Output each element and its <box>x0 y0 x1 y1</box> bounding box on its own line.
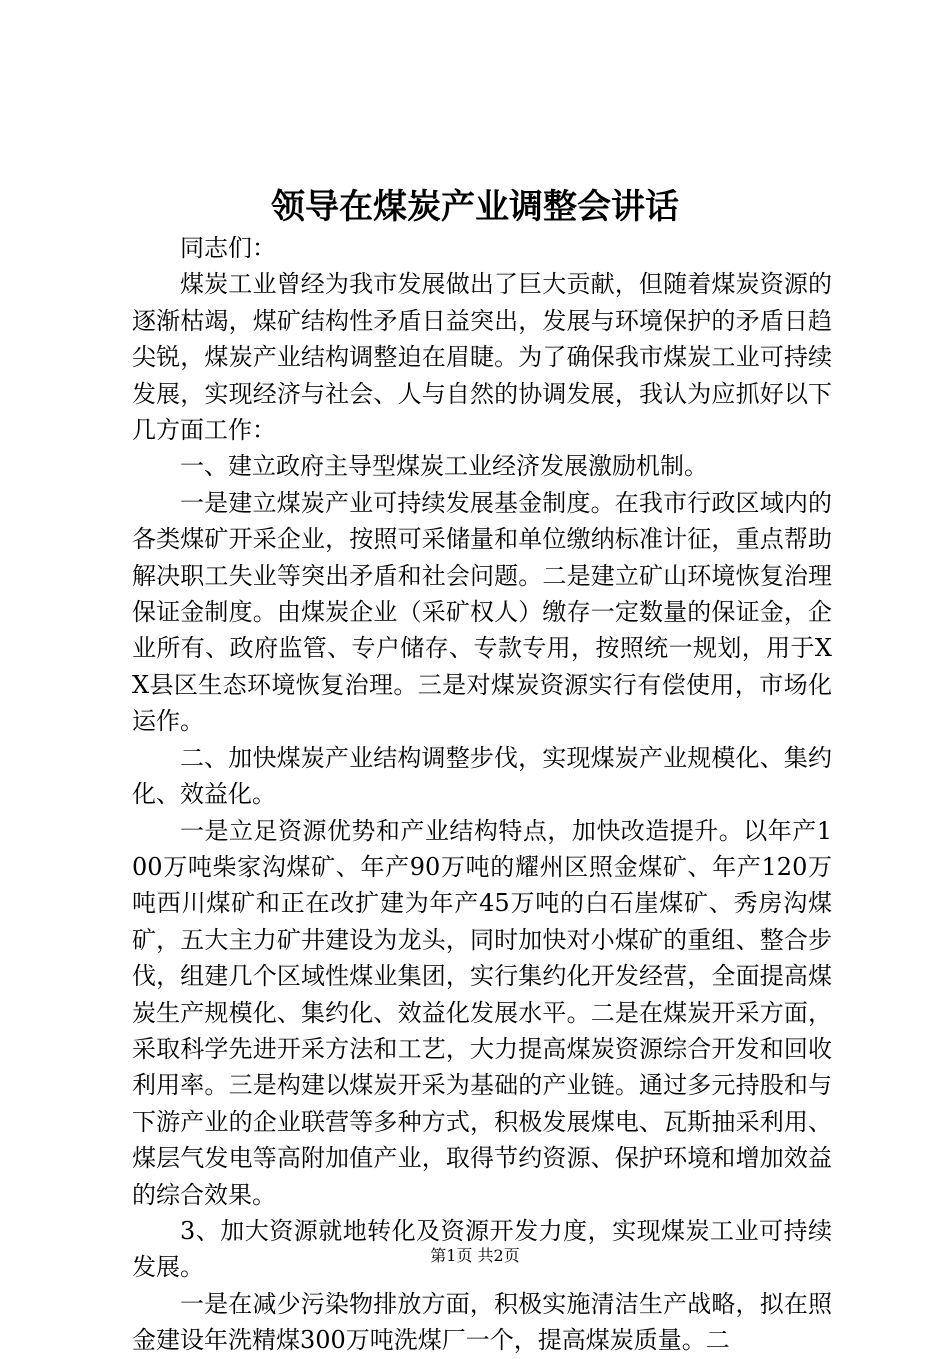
paragraph-section-1: 一是建立煤炭产业可持续发展基金制度。在我市行政区域内的各类煤矿开采企业，按照可采储量和单位缴纳标准计征，重点帮助解决职工失业等突出矛盾和社会问题。二是建立矿山环境恢复治理保证金制度。由煤炭企业（采矿权人）缴存一定数量的保证金，企业所有、政府监管、专户储存、专款专用，按照统一规划，用于XX县区生态环境恢复治理。三是对煤炭资源实行有偿使用，市场化运作。 <box>132 488 832 736</box>
document-title: 领导在煤炭产业调整会讲话 <box>271 187 679 227</box>
section-heading-3: 3、加大资源就地转化及资源开发力度，实现煤炭工业可持续发展。 <box>132 1216 832 1282</box>
section-heading-2: 二、加快煤炭产业结构调整步伐，实现煤炭产业规模化、集约化、效益化。 <box>132 743 832 809</box>
document-body <box>132 230 832 1359</box>
paragraph-section-2: 一是立足资源优势和产业结构特点，加快改造提升。以年产100万吨柴家沟煤矿、年产90万吨的耀州区照金煤矿、年产120万吨西川煤矿和正在改扩建为年产45万吨的白石崖煤矿、秀房沟煤矿，五大主力矿井建设为龙头，同时加快对小煤矿的重组、整合步伐，组建几个区域性煤业集团，实行集约化开发经营，全面提高煤炭生产规模化、集约化、效益化发展水平。二是在煤炭开采方面，采取科学先进开采方法和工艺，大力提高煤炭资源综合开发和回收利用率。三是构建以煤炭开采为基础的产业链。通过多元持股和与下游产业的企业联营等多种方式，积极发展煤电、瓦斯抽采利用、煤层气发电等高附加值产业，取得节约资源、保护环境和增加效益的综合效果。 <box>132 816 832 1209</box>
paragraph-salutation: 同志们： <box>180 234 276 262</box>
page-indicator: 第1页 共2页 <box>430 1246 520 1265</box>
paragraph-intro: 煤炭工业曾经为我市发展做出了巨大贡献，但随着煤炭资源的逐渐枯竭，煤矿结构性矛盾日益突出，发展与环境保护的矛盾日趋尖锐，煤炭产业结构调整迫在眉睫。为了确保我市煤炭工业可持续发展，实现经济与社会、人与自然的协调发展，我认为应抓好以下几方面工作： <box>132 270 832 445</box>
section-heading-1: 一、建立政府主导型煤炭工业经济发展激励机制。 <box>180 452 708 481</box>
paragraph-section-3: 一是在减少污染物排放方面，积极实施清洁生产战略，拟在照金建设年洗精煤300万吨洗煤厂一个，提高煤炭质量。二 <box>132 1289 832 1355</box>
